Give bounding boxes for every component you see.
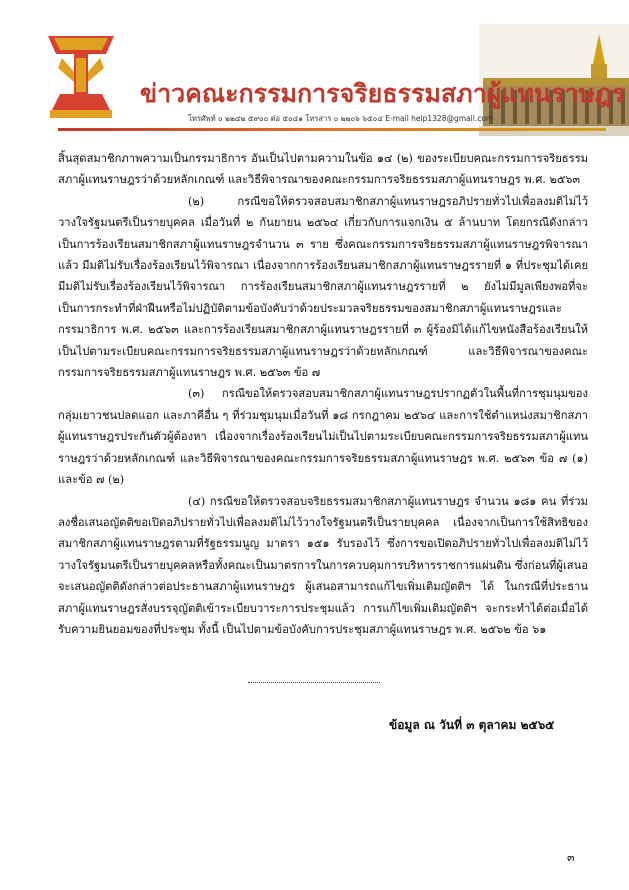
page-number: ๓: [567, 851, 575, 864]
data-date-signoff: ข้อมูล ณ วันที่ ๓ ตุลาคม ๒๕๖๕: [389, 718, 555, 732]
newsletter-title: ข่าวคณะกรรมการจริยธรรมสภาผู้แทนราษฎร: [140, 79, 626, 108]
parliament-emblem-logo: [40, 28, 122, 124]
dotted-separator: [248, 682, 380, 683]
letterhead: [0, 0, 629, 148]
contact-line: โทรศัพท์ ๐ ๒๒๔๒ ๕๙๐๐ ต่อ ๕๐๔๑ โทรสาร ๐ ๒๒๐๖ ๖๕๐๔ E-mail help1328@gmail.com: [188, 114, 494, 123]
document-body: [58, 148, 588, 640]
paragraph-continuation: สิ้นสุดสมาชิกภาพความเป็นกรรมาธิการ อันเป็นไปตามความในข้อ ๑๔ (๒) ของระเบียบคณะกรรมการจริยธรรมสภาผู้แทนราษฎรว่าด้วยหลักเกณฑ์ และวิธีพิจารณาของคณะกรรมการจริยธรรมสภาผู้แทนราษฎร พ.ศ. ๒๕๖๓: [58, 152, 588, 187]
paragraph-item-2: (๒) กรณีขอให้ตรวจสอบสมาชิกสภาผู้แทนราษฎรอภิปรายทั่วไปเพื่อลงมติไม่ไว้วางใจรัฐมนตรีเป็นรายบุคคล เมื่อวันที่ ๒ กันยายน ๒๕๖๔ เกี่ยวกับการแจกเงิน ๕ ล้านบาท โดยกรณีดังกล่าวเป็นการร้องเรียนสมาชิกสภาผู้แทนราษฎรจำนวน ๓ ราย ซึ่งคณะกรรมการจริยธรรมสภาผู้แทนราษฎรพิจารณาแล้ว มีมติไม่รับเรื่องร้องเรียนไว้พิจารณา เนื่องจากการร้องเรียนสมาชิกสภาผู้แทนราษฎรรายที่ ๑ ที่ประชุมได้เคยมีมติไม่รับเรื่องร้องเรียนไว้พิจารณา การร้องเรียนสมาชิกสภาผู้แทนราษฎรรายที่ ๒ ยังไม่มีมูลเพียงพอที่จะเป็นการกระทำที่ฝ่าฝืนหรือไม่ปฏิบัติตามข้อบังคับว่าด้วยประมวลจริยธรรมของสมาชิกสภาผู้แทนราษฎรและกรรมาธิการ พ.ศ. ๒๕๖๓ และการร้องเรียนสมาชิกสภาผู้แทนราษฎรรายที่ ๓ ผู้ร้องมิได้แก้ไขหนังสือร้องเรียนให้เป็นไปตามระเบียบคณะกรรมการจริยธรรมสภาผู้แทนราษฎรว่าด้วยหลักเกณฑ์ และวิธีพิจารณาของคณะกรรมการจริยธรรมสภาผู้แทนราษฎร พ.ศ. ๒๕๖๓ ข้อ ๗: [58, 194, 588, 380]
paragraph-item-3: (๓) กรณีขอให้ตรวจสอบสมาชิกสภาผู้แทนราษฎรปรากฏตัวในพื้นที่การชุมนุมของกลุ่มเยาวชนปลดแอก และภาคีอื่น ๆ ที่ร่วมชุมนุมเมื่อวันที่ ๑๘ กรกฎาคม ๒๕๖๔ และการใช้ตำแหน่งสมาชิกสภาผู้แทนราษฎรประกันตัวผู้ต้องหา เนื่องจากเรื่องร้องเรียนไม่เป็นไปตามระเบียบคณะกรรมการจริยธรรมสภาผู้แทนราษฎรว่าด้วยหลักเกณฑ์ และวิธีพิจารณาของคณะกรรมการจริยธรรมสภาผู้แทนราษฎร พ.ศ. ๒๕๖๓ ข้อ ๗ (๑) และข้อ ๗ (๒): [58, 387, 588, 487]
header-rule: [58, 128, 606, 131]
paragraph-item-4: (๔) กรณีขอให้ตรวจสอบจริยธรรมสมาชิกสภาผู้แทนราษฎร จำนวน ๑๘๑ คน ที่ร่วมลงชื่อเสนอญัตติขอเปิดอภิปรายทั่วไปเพื่อลงมติไม่ไว้วางใจรัฐมนตรีเป็นรายบุคคล เนื่องจากเป็นการใช้สิทธิของสมาชิกสภาผู้แทนราษฎรตามที่รัฐธรรมนูญ มาตรา ๑๕๑ รับรองไว้ ซึ่งการขอเปิดอภิปรายทั่วไปเพื่อลงมติไม่ไว้วางใจรัฐมนตรีเป็นรายบุคคลหรือทั้งคณะเป็นมาตรการในการควบคุมการบริหารราชการแผ่นดิน ซึ่งก่อนที่ผู้เสนอจะเสนอญัตติดังกล่าวต่อประธานสภาผู้แทนราษฎร ผู้เสนอสามารถแก้ไขเพิ่มเติมญัตติฯ ได้ ในกรณีที่ประธานสภาผู้แทนราษฎรสั่งบรรจุญัตติเข้าระเบียบวาระการประชุมแล้ว การแก้ไขเพิ่มเติมญัตติฯ จะกระทำได้ต่อเมื่อได้รับความยินยอมของที่ประชุม ทั้งนี้ เป็นไปตามข้อบังคับการประชุมสภาผู้แทนราษฎร พ.ศ. ๒๕๖๒ ข้อ ๖๑: [58, 494, 588, 636]
